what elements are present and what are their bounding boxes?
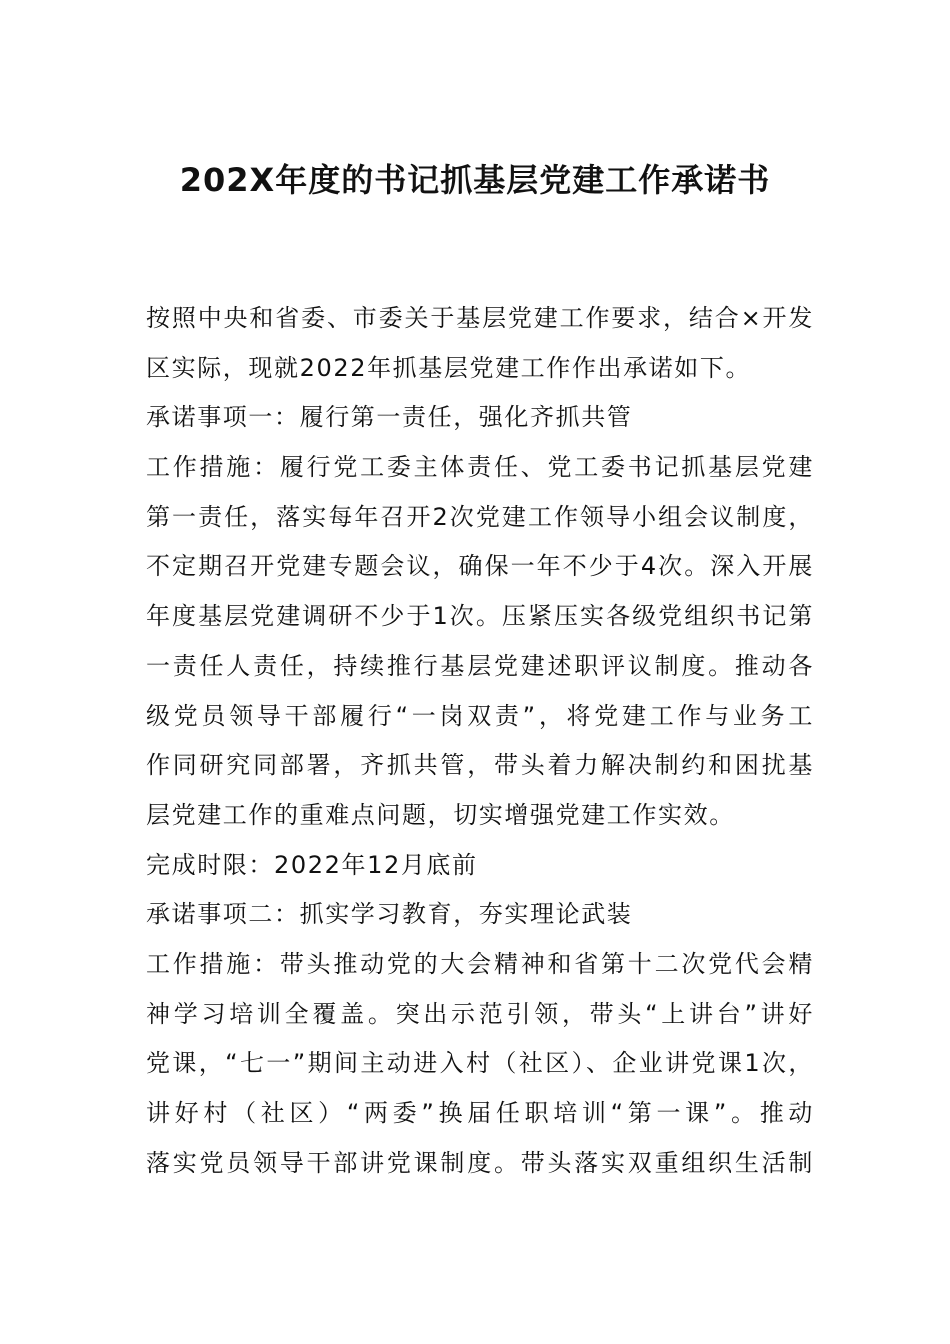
deadline-line: 完成时限：2022年12月底前 [146, 850, 478, 879]
commitment-heading: 承诺事项二：抓实学习教育，夯实理论武装 [146, 900, 633, 929]
paragraph-line: 年度基层党建调研不少于1次。压紧压实各级党组织书记第 [146, 602, 814, 631]
paragraph-line: 层党建工作的重难点问题，切实增强党建工作实效。 [146, 800, 735, 829]
document-body [146, 294, 814, 1188]
paragraph-line: 按照中央和省委、市委关于基层党建工作要求，结合×开发 [146, 304, 814, 332]
paragraph-line: 工作措施：履行党工委主体责任、党工委书记抓基层党建 [146, 453, 814, 482]
paragraph-line: 落实党员领导干部讲党课制度。带头落实双重组织生活制 [146, 1148, 814, 1177]
paragraph-line: 党课，“七一”期间主动进入村（社区）、企业讲党课1次， [146, 1049, 814, 1078]
document-title: 202X年度的书记抓基层党建工作承诺书 [179, 161, 771, 199]
paragraph-line: 讲好村（社区）“两委”换届任职培训“第一课”。推动 [146, 1099, 814, 1127]
paragraph-line: 级党员领导干部履行“一岗双责”，将党建工作与业务工 [146, 701, 814, 730]
commitment-heading: 承诺事项一：履行第一责任，强化齐抓共管 [146, 403, 633, 432]
paragraph-line: 工作措施：带头推动党的大会精神和省第十二次党代会精 [146, 949, 814, 978]
paragraph-line: 第一责任，落实每年召开2次党建工作领导小组会议制度， [146, 502, 814, 531]
paragraph-line: 作同研究同部署，齐抓共管，带头着力解决制约和困扰基 [146, 751, 814, 780]
paragraph-line: 一责任人责任，持续推行基层党建述职评议制度。推动各 [146, 651, 814, 680]
paragraph-line: 区实际，现就2022年抓基层党建工作作出承诺如下。 [146, 353, 752, 382]
paragraph-line: 不定期召开党建专题会议，确保一年不少于4次。深入开展 [146, 552, 814, 581]
paragraph-line: 神学习培训全覆盖。突出示范引领，带头“上讲台”讲好 [146, 999, 814, 1028]
